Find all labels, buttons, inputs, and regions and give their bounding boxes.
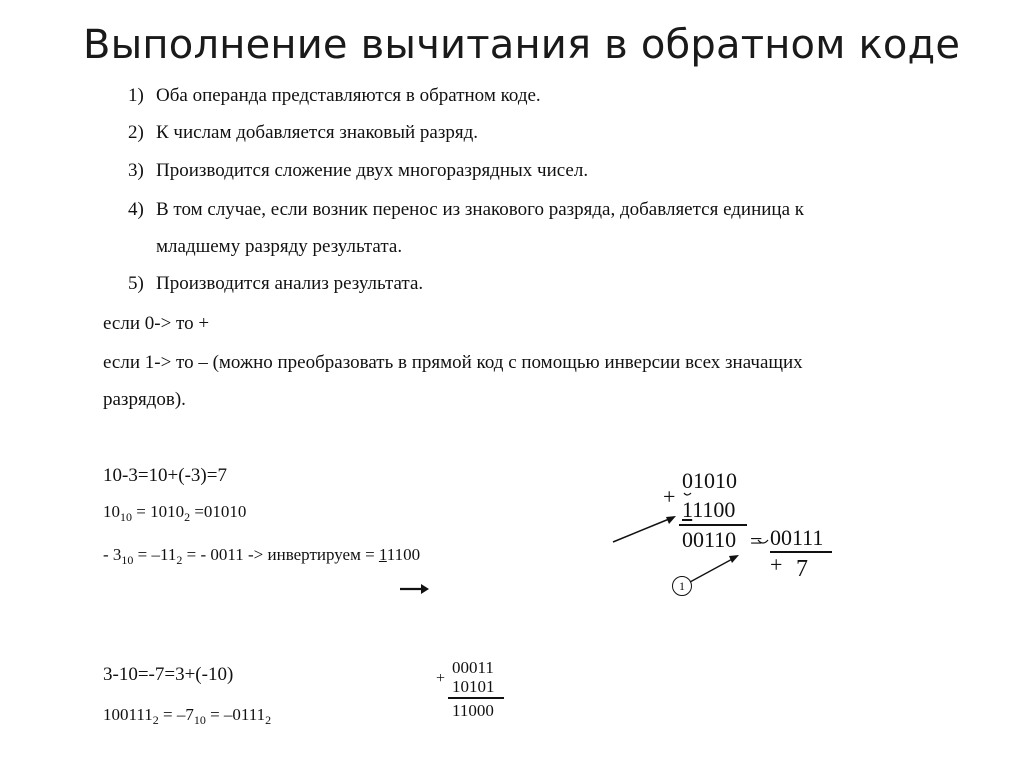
rule-if-0: если 0-> то + (103, 313, 210, 334)
rule-if-1: если 1-> то – (можно преобразовать в прямой код с помощью инверсии всех значащих (103, 352, 803, 373)
arrow-head (729, 555, 739, 563)
calc1-plus-sign-2: + (770, 552, 783, 577)
value: = –0111 (205, 705, 266, 724)
calc1-decimal-result: 7 (796, 556, 808, 582)
value: = –11 (133, 545, 177, 564)
step-text: В том случае, если возник перенос из знакового разряда, добавляется единица к (156, 199, 805, 220)
subscript: 10 (120, 510, 132, 524)
calc2-top-operand: 00011 (452, 658, 494, 677)
tilde-mark (758, 540, 768, 543)
value: 10 (103, 502, 120, 521)
calc1-equals: = (750, 528, 763, 553)
subscript: 10 (121, 553, 134, 567)
calc2-second-operand: 10101 (452, 677, 495, 696)
calc2-result: 11000 (452, 701, 494, 720)
value: 1100 (692, 497, 736, 522)
calc1-final-result: 00111 (770, 525, 824, 550)
value: = - 0011 -> инвертируем = (182, 545, 379, 564)
calc1-top-operand: 01010 (682, 468, 737, 493)
arrow-carry (690, 557, 736, 582)
rule-if-1-continuation: разрядов). (103, 389, 186, 410)
carry-circle: 1 (672, 576, 692, 596)
underlined-digit: 1 (378, 545, 387, 564)
example2-line2 (103, 705, 271, 728)
value: = 1010 (132, 502, 185, 521)
value: 1100 (386, 545, 421, 564)
value: = –7 (158, 705, 194, 724)
subscript: 2 (152, 713, 159, 727)
subscript: 2 (184, 510, 191, 524)
value: - 3 (103, 545, 122, 564)
subscript: 2 (265, 713, 272, 727)
arrow-head (421, 584, 429, 594)
step-text: Производится сложение двух многоразрядных чисел. (156, 160, 589, 181)
example1-equation: 10-3=10+(-3)=7 (103, 465, 227, 486)
underlined-digit: 1 (682, 497, 693, 522)
tilde-mark (684, 493, 691, 495)
step-number: 4) (128, 199, 144, 220)
step-text: Оба операнда представляются в обратном коде. (156, 85, 541, 106)
step-number: 3) (128, 160, 144, 181)
calc1-plus-sign: + (663, 484, 676, 509)
calc2-sum-line (448, 697, 504, 699)
arrow-head (666, 516, 676, 524)
step-text: К числам добавляется знаковый разряд. (156, 122, 478, 143)
step-text: Производится анализ результата. (156, 273, 424, 294)
step-number: 5) (128, 273, 144, 294)
step-4-continuation: младшему разряду результата. (156, 236, 403, 257)
value: =01010 (190, 502, 247, 521)
calc2-plus-sign: + (436, 670, 446, 687)
step-number: 1) (128, 85, 144, 106)
page-title: Выполнение вычитания в обратном коде (83, 22, 961, 68)
step-number: 2) (128, 122, 144, 143)
example2-equation: 3-10=-7=3+(-10) (103, 664, 234, 685)
calc1-result: 00110 (682, 527, 737, 552)
subscript: 10 (193, 713, 206, 727)
subscript: 2 (176, 553, 183, 567)
value: 100111 (103, 705, 153, 724)
arrow-to-operand (613, 517, 674, 542)
